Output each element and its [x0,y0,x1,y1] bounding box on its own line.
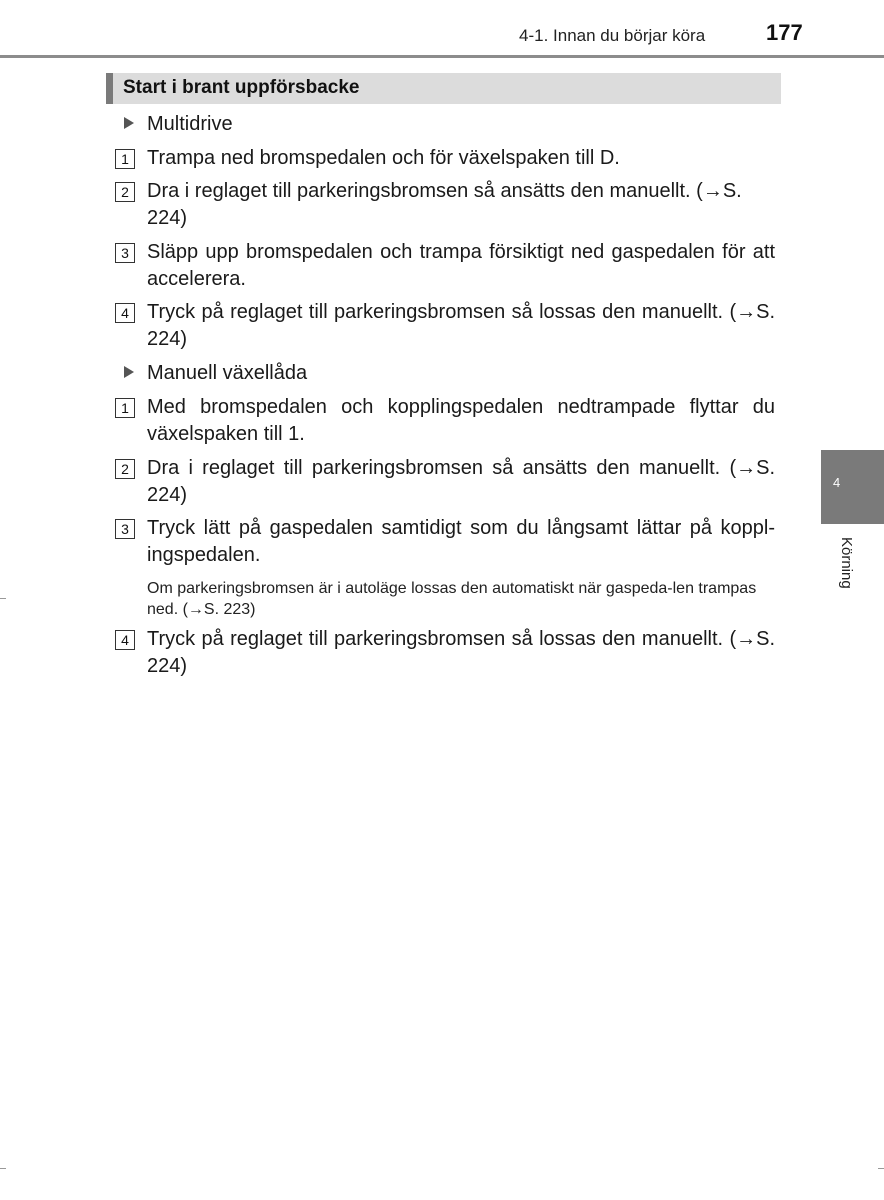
subsection-heading-manual [124,362,307,385]
step-text: Trampa ned bromspedalen och för växelspaken till D. [147,147,620,169]
step-text: Tryck på reglaget till parkeringsbromsen så lossas den manuellt. (→S. 224) [147,628,775,677]
step-number-box: 2 [115,459,135,479]
page-number: 177 [766,20,803,45]
subsection-label: Manuell växellåda [147,362,308,384]
chapter-label: Körning [838,537,855,589]
subsection-heading-multidrive [124,113,233,136]
step-item [115,299,775,353]
step-number-box: 4 [115,630,135,650]
section-title: Start i brant uppförsbacke [123,77,360,98]
step-number-box: 3 [115,519,135,539]
step-number-box: 3 [115,243,135,263]
crop-mark [878,1168,884,1169]
step-item [115,626,775,680]
step-number-box: 1 [115,398,135,418]
step-text: Med bromspedalen och kopplingspedalen nedtrampade flyttar du växelspaken till 1. [147,396,775,445]
step-item [115,145,775,172]
step-number-box: 4 [115,303,135,323]
step-item [115,455,775,509]
step-item [115,178,775,232]
step-text: Släpp upp bromspedalen och trampa försiktigt ned gaspedalen för att accelerera. [147,241,775,290]
header-divider [0,55,884,58]
step-number-box: 2 [115,182,135,202]
crop-mark [0,598,6,599]
triangle-bullet-icon [124,117,134,129]
step-number-box: 1 [115,149,135,169]
triangle-bullet-icon [124,366,134,378]
header-section-title: 4-1. Innan du börjar köra [519,26,706,45]
crop-mark [0,1168,6,1169]
step-note: Om parkeringsbromsen är i autoläge lossas den automatiskt när gaspeda-len trampas ned. (→S. 223) [147,580,757,618]
chapter-number: 4 [833,475,841,490]
chapter-tab [821,450,884,524]
step-text: Dra i reglaget till parkeringsbromsen så ansätts den manuellt. (→S. 224) [147,180,742,229]
step-item [115,394,775,448]
step-item [115,515,775,569]
step-text: Dra i reglaget till parkeringsbromsen så ansätts den manuellt. (→S. 224) [147,457,775,506]
step-item [115,239,775,293]
subsection-label: Multidrive [147,113,233,135]
step-text: Tryck på reglaget till parkeringsbromsen så lossas den manuellt. (→S. 224) [147,301,775,350]
section-heading-bar [106,73,781,104]
step-text: Tryck lätt på gaspedalen samtidigt som du långsamt lättar på koppl-ingspedalen. [147,517,775,566]
